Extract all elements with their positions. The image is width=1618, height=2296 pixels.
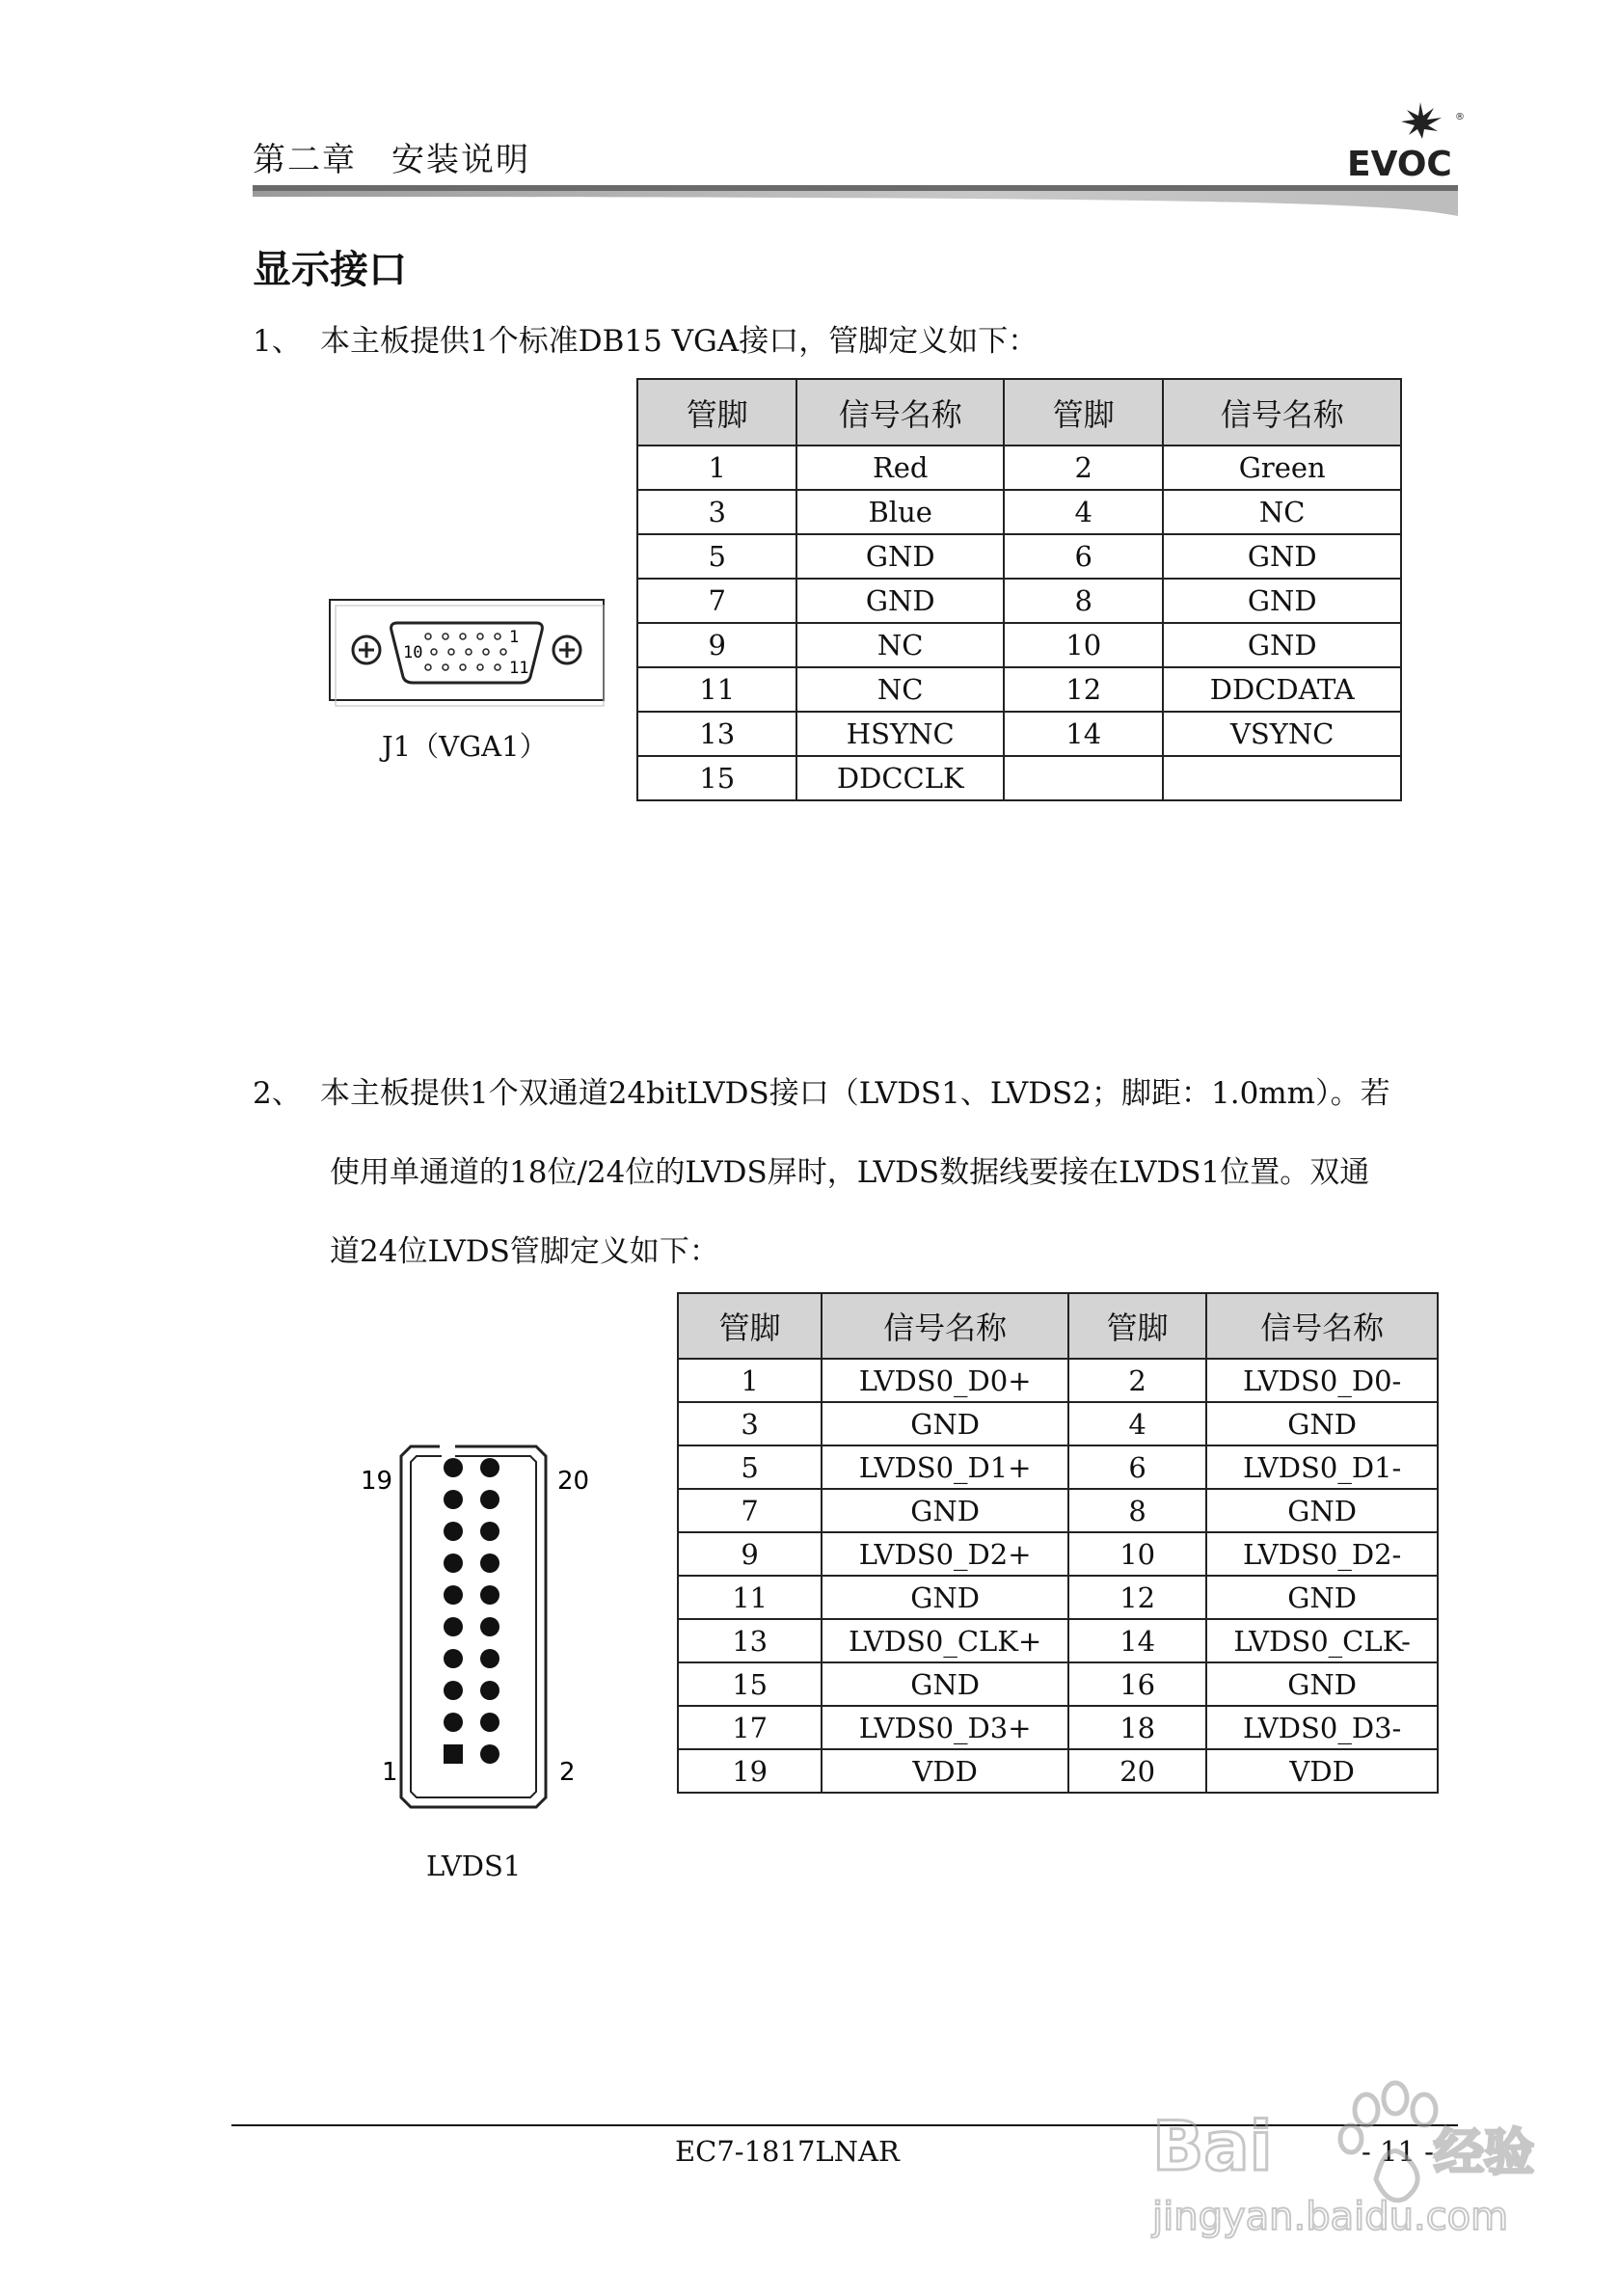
table-row <box>637 490 1401 534</box>
vga-connector-diagram <box>326 596 607 704</box>
table-row <box>637 712 1401 756</box>
pin-number-cell: 4 <box>1068 1402 1206 1445</box>
pin-number-cell: 11 <box>678 1576 822 1619</box>
vga-table-header-row <box>637 379 1401 446</box>
header-pin <box>444 1744 463 1764</box>
header-pin <box>444 1713 463 1732</box>
pin-number-cell: 13 <box>678 1619 822 1662</box>
pin-number-cell: 17 <box>678 1706 822 1749</box>
header-shell <box>401 1446 546 1807</box>
vga-pin10-label: 10 <box>403 643 423 662</box>
signal-name-cell: LVDS0_D0+ <box>822 1359 1068 1402</box>
evoc-logo <box>1345 100 1465 184</box>
signal-name-cell: LVDS0_D3+ <box>822 1706 1068 1749</box>
vga-paragraph <box>253 322 1038 361</box>
signal-name-cell: LVDS0_D1- <box>1206 1445 1438 1489</box>
pin-number-cell: 19 <box>678 1749 822 1793</box>
pin-number-cell: 6 <box>1004 534 1163 579</box>
pin-number-cell: 7 <box>637 579 796 623</box>
table-row <box>678 1662 1438 1706</box>
table-row <box>678 1576 1438 1619</box>
pin-number-cell: 10 <box>1068 1532 1206 1576</box>
pin-number-cell: 1 <box>637 446 796 490</box>
table-row <box>678 1532 1438 1576</box>
header-pin <box>480 1713 499 1732</box>
signal-name-cell: VDD <box>822 1749 1068 1793</box>
pin-number-cell: 5 <box>637 534 796 579</box>
pin-number-cell: 7 <box>678 1489 822 1532</box>
pin-number-cell: 3 <box>637 490 796 534</box>
signal-name-cell: GND <box>822 1662 1068 1706</box>
pin-number-cell: 4 <box>1004 490 1163 534</box>
header-pin <box>480 1522 499 1541</box>
pin-number-cell: 18 <box>1068 1706 1206 1749</box>
table-row <box>637 623 1401 667</box>
header-pin <box>444 1522 463 1541</box>
vga-para-number: 1、 <box>253 324 302 359</box>
pin-number-cell: 2 <box>1004 446 1163 490</box>
table-row <box>637 667 1401 712</box>
lvds-para-text: 本主板提供1个双通道24bitLVDS接口（LVDS1、LVDS2；脚距：1.0mm）。若 <box>320 1076 1390 1111</box>
signal-name-cell: GND <box>822 1489 1068 1532</box>
lvds-connector-diagram <box>347 1441 617 1826</box>
signal-name-cell: NC <box>796 623 1004 667</box>
baidu-jingyan-watermark <box>1152 2054 1538 2266</box>
column-header: 管脚 <box>1004 379 1163 446</box>
pin-number-cell: 12 <box>1068 1576 1206 1619</box>
column-header: 管脚 <box>1068 1293 1206 1359</box>
logo-wordmark: EVOC <box>1347 145 1452 184</box>
header-pin <box>480 1490 499 1509</box>
signal-name-cell: DDCCLK <box>796 756 1004 800</box>
header-pin <box>444 1585 463 1605</box>
pin-number-cell: 11 <box>637 667 796 712</box>
signal-name-cell: LVDS0_D2- <box>1206 1532 1438 1576</box>
table-row <box>637 446 1401 490</box>
table-row <box>637 534 1401 579</box>
pin-number-cell: 10 <box>1004 623 1163 667</box>
header-pin <box>480 1553 499 1573</box>
signal-name-cell: LVDS0_D0- <box>1206 1359 1438 1402</box>
vga-caption: J1（VGA1） <box>382 730 548 763</box>
vga-pin-table <box>636 378 1402 801</box>
signal-name-cell <box>1163 756 1401 800</box>
lvds-para-number: 2、 <box>253 1076 302 1111</box>
pin-number-cell: 15 <box>637 756 796 800</box>
lvds-pin-table <box>677 1292 1439 1794</box>
signal-name-cell: VDD <box>1206 1749 1438 1793</box>
vga-pin11-label: 11 <box>509 659 529 678</box>
header-rule <box>253 183 1458 222</box>
column-header: 信号名称 <box>1163 379 1401 446</box>
watermark-url: jingyan.baidu.com <box>1152 2195 1509 2239</box>
pin-number-cell <box>1004 756 1163 800</box>
signal-name-cell: VSYNC <box>1163 712 1401 756</box>
section-title: 显示接口 <box>253 247 407 292</box>
pin-number-cell: 9 <box>637 623 796 667</box>
pin-number-cell: 15 <box>678 1662 822 1706</box>
signal-name-cell: GND <box>1163 623 1401 667</box>
table-row <box>678 1619 1438 1662</box>
pin-number-cell: 3 <box>678 1402 822 1445</box>
pin-number-cell: 5 <box>678 1445 822 1489</box>
lvds-paragraph-line-3: 道24位LVDS管脚定义如下： <box>330 1234 719 1269</box>
table-row <box>678 1445 1438 1489</box>
table-row <box>678 1489 1438 1532</box>
signal-name-cell: LVDS0_D2+ <box>822 1532 1068 1576</box>
header-pin <box>444 1490 463 1509</box>
pin-number-cell: 1 <box>678 1359 822 1402</box>
chapter-title: 第二章 安装说明 <box>253 141 530 179</box>
pin-number-cell: 8 <box>1004 579 1163 623</box>
lvds-paragraph-line-1 <box>253 1074 1390 1113</box>
pin-number-cell: 9 <box>678 1532 822 1576</box>
page-number: - 11 - <box>1362 2135 1434 2168</box>
pin2-label: 2 <box>559 1758 576 1787</box>
pin-number-cell: 20 <box>1068 1749 1206 1793</box>
signal-name-cell: GND <box>1206 1662 1438 1706</box>
table-row <box>678 1706 1438 1749</box>
pin-number-cell: 6 <box>1068 1445 1206 1489</box>
signal-name-cell: GND <box>1206 1489 1438 1532</box>
header-pin <box>444 1553 463 1573</box>
signal-name-cell: Blue <box>796 490 1004 534</box>
signal-name-cell: LVDS0_D1+ <box>822 1445 1068 1489</box>
pin-number-cell: 14 <box>1068 1619 1206 1662</box>
header-pin <box>480 1617 499 1636</box>
signal-name-cell: LVDS0_D3- <box>1206 1706 1438 1749</box>
watermark-brand-tail: 经验 <box>1434 2124 1535 2182</box>
signal-name-cell: HSYNC <box>796 712 1004 756</box>
vga-pin1-label: 1 <box>509 628 520 647</box>
pin19-label: 19 <box>361 1467 393 1496</box>
column-header: 信号名称 <box>822 1293 1068 1359</box>
header-pin <box>480 1681 499 1700</box>
column-header: 信号名称 <box>1206 1293 1438 1359</box>
lvds-paragraph-line-2: 使用单通道的18位/24位的LVDS屏时，LVDS数据线要接在LVDS1位置。双通 <box>330 1155 1370 1190</box>
signal-name-cell: GND <box>1206 1576 1438 1619</box>
signal-name-cell: NC <box>1163 490 1401 534</box>
header-pin <box>444 1617 463 1636</box>
pin-number-cell: 14 <box>1004 712 1163 756</box>
signal-name-cell: GND <box>1206 1402 1438 1445</box>
pin-number-cell: 12 <box>1004 667 1163 712</box>
table-row <box>678 1359 1438 1402</box>
header-pin <box>480 1458 499 1477</box>
lvds-table-header-row <box>678 1293 1438 1359</box>
pin-number-cell: 2 <box>1068 1359 1206 1402</box>
svg-text:®: ® <box>1455 112 1465 122</box>
signal-name-cell: Red <box>796 446 1004 490</box>
pin20-label: 20 <box>557 1467 590 1496</box>
table-row <box>678 1402 1438 1445</box>
signal-name-cell: LVDS0_CLK+ <box>822 1619 1068 1662</box>
header-pin <box>444 1681 463 1700</box>
signal-name-cell: GND <box>1163 534 1401 579</box>
pin-number-cell: 13 <box>637 712 796 756</box>
signal-name-cell: LVDS0_CLK- <box>1206 1619 1438 1662</box>
footer-model: EC7-1817LNAR <box>675 2135 900 2168</box>
signal-name-cell: GND <box>796 579 1004 623</box>
signal-name-cell: GND <box>822 1576 1068 1619</box>
signal-name-cell: GND <box>822 1402 1068 1445</box>
table-row <box>678 1749 1438 1793</box>
vga-para-text: 本主板提供1个标准DB15 VGA接口，管脚定义如下： <box>320 324 1038 359</box>
pin1-label: 1 <box>382 1758 398 1787</box>
header-pin <box>444 1458 463 1477</box>
signal-name-cell: DDCDATA <box>1163 667 1401 712</box>
header-pin <box>480 1649 499 1668</box>
pin-number-cell: 16 <box>1068 1662 1206 1706</box>
column-header: 管脚 <box>637 379 796 446</box>
header-pin <box>480 1585 499 1605</box>
column-header: 信号名称 <box>796 379 1004 446</box>
header-pin <box>480 1744 499 1764</box>
signal-name-cell: GND <box>1163 579 1401 623</box>
column-header: 管脚 <box>678 1293 822 1359</box>
signal-name-cell: GND <box>796 534 1004 579</box>
pin-number-cell: 8 <box>1068 1489 1206 1532</box>
signal-name-cell: Green <box>1163 446 1401 490</box>
signal-name-cell: NC <box>796 667 1004 712</box>
table-row <box>637 756 1401 800</box>
lvds-caption: LVDS1 <box>426 1850 522 1882</box>
watermark-brand: Bai <box>1152 2107 1273 2186</box>
table-row <box>637 579 1401 623</box>
header-pin <box>444 1649 463 1668</box>
